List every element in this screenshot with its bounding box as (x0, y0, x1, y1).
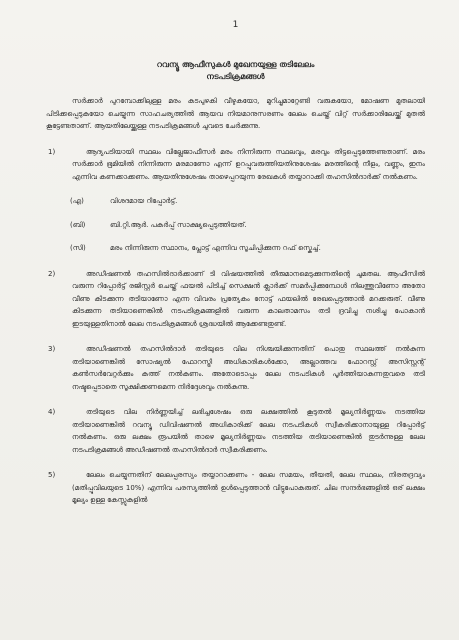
sub-item-b (70, 219, 425, 232)
sub-item-text: വിശദമായ റിപ്പോർട്ട്. (110, 197, 178, 205)
sub-item-label: (ബി) (70, 220, 86, 229)
section-2 (46, 268, 425, 331)
section-1 (46, 146, 425, 184)
page-number: 1 (232, 20, 239, 30)
section-number: 1) (48, 147, 56, 156)
sub-list (46, 195, 425, 255)
section-text: തടിയുടെ വില നിർണ്ണയിച്ച് ലഭിച്ചശേഷം ഒരു ലക്ഷത്തിൽ കൂടുതൽ മൂല്യനിർണ്ണയം നടത്തിയ തടിയാണെങ്കിൽ റവന്യൂ ഡിവിഷണൽ അധികാരിക്ക് ലേല നടപടികൾ സ്വീകരിക്കാനായുള്ള റിപ്പോർട്ട് നൽകണം. ഒരു ലക്ഷം രൂപയിൽ താഴെ മൂല്യനിർണ്ണയം നടത്തിയ തടിയാണെങ്കിൽ തുടർന്നുള്ള ലേല നടപടിക്രമങ്ങൾ അഡീഷണൽ തഹസിൽദാർ സ്വീകരിക്കണം. (72, 408, 425, 454)
intro-paragraph: സർക്കാർ പുറമ്പോക്കിലുള്ള മരം കടപുഴകി വീഴുകയോ, മുറിച്ചുമാറ്റേണ്ടി വരുകയോ, മോഷണ മുതലായി പിടിക്കപ്പെടുകയോ ചെയ്യുന്ന സാഹചര്യത്തിൽ ആയവ നിയമാനുസരണം ലേലം ചെയ്ത് വിറ്റ് സർക്കാരിലേയ്ക്ക് മുതൽ കൂട്ടേണ്ടതാണ്. ആയതിലേയ്ക്കുള്ള നടപടിക്രമങ്ങൾ ചുവടെ ചേർക്കുന്നു. (46, 97, 425, 130)
sub-item-label: (എ) (70, 197, 84, 205)
section-3 (46, 343, 425, 393)
sub-item-c (70, 242, 425, 255)
sub-item-text: മരം നിന്നിരുന്ന സ്ഥാനം, പ്ലോട്ട് എന്നിവ സൂചിപ്പിക്കുന്ന റഫ് സ്കെച്ച്. (110, 244, 321, 252)
sub-item-a (70, 195, 425, 208)
sub-item-text: ബി.റ്റി.ആർ. പകർപ്പ് സാക്ഷ്യപ്പെടുത്തിയത്. (110, 220, 247, 229)
section-text: ആദ്യപടിയായി സ്ഥലം വില്ലേജാഫീസർ മരം നിന്നിരുന്ന സ്ഥലവും, മരവും തിട്ടപ്പെടുത്തേണ്ടതാണ്. മരം സർക്കാർ ഭൂമിയിൽ നിന്നിരുന്ന മരമാണോ എന്ന് ഉറപ്പുവരുത്തിയതിനുശേഷം മരത്തിന്റെ നീളം, വണ്ണം, ഇനം എന്നിവ കണക്കാക്കണം. ആയതിനുശേഷം താഴെപ്പറയുന്ന രേഖകൾ തയ്യാറാക്കി തഹസിൽദാർക്ക് നൽകണം. (72, 147, 425, 181)
document-title: റവന്യൂ ആഫീസുകൾ മുഖേനയുള്ള തടിലേലം (156, 60, 315, 69)
section-text: അഡീഷണൽ തഹസിൽദാർ തടിയുടെ വില നിശ്ചയിക്കുന്നതിന് പൊതു സ്ഥലത്ത് നൽകുന്ന തടിയാണെങ്കിൽ സോഷ്യൽ ഫോറസ്ട്രി അധികാരികൾക്കോ, അല്ലാത്തവ ഫോറസ്റ്റ് അസിസ്റ്റന്റ് കൺസർവേറ്റർക്കും കത്ത് നൽകണം. അതോടൊപ്പം ലേല നടപടികൾ പൂർത്തിയാകുന്നതുവരെ തടി നഷ്ടപ്പെടാതെ സൂക്ഷിക്കണമെന്ന നിർദ്ദേശവും നൽകുന്നു. (72, 345, 425, 391)
section-4 (46, 406, 425, 456)
document-subtitle: നടപടിക്രമങ്ങൾ (206, 72, 265, 81)
sub-item-label: (സി) (70, 244, 86, 252)
section-number: 5) (48, 471, 56, 479)
section-5 (46, 469, 425, 507)
section-text: ലേലം ചെയ്യുന്നതിന് ലേലപ്പരസ്യം തയ്യാറാക്കണം - ലേല സമയം, തീയതി, ലേല സ്ഥലം, നിരതദ്രവ്യം (മതിപ്പുവിലയുടെ 10%) എന്നിവ പരസ്യത്തിൽ ഉൾപ്പെടുത്താൻ വിട്ടുപോകരുത്. ചില സന്ദർഭങ്ങളിൽ ഒര് ലക്ഷം മൂല്യം ഉള്ള കേസ്സുകളിൽ (72, 471, 425, 504)
section-text: അഡീഷണൽ തഹസിൽദാർക്കാണ് ടി വിഷയത്തിൽ തീരുമാനമെടുക്കുന്നതിന്റെ ചുമതല. ആഫീസിൽ വരുന്ന റിപ്പോർട്ട് രജിസ്റ്റർ ചെയ്ത് ഫയൽ പിടിച്ച് സെക്ഷൻ ക്ലാർക്ക് സമർപ്പിക്കുമ്പോൾ നിലത്തുവീണോ അതോ വീണു കിടക്കുന്ന തടിയാണോ എന്ന വിവരം പ്രത്യേകം നോട്ട് ഫയലിൽ രേഖപ്പെടുത്താൻ മറക്കരുത്. വീണു കിടക്കുന്ന തടിയാണെങ്കിൽ നടപടിക്രമങ്ങളിൽ വരുന്ന കാലതാമസം തടി ദ്രവിച്ചു നശിച്ചു പോകാൻ ഇടയുള്ളതിനാൽ ലേല നടപടിക്രമങ്ങൾ ശ്രദ്ധയിൽ ആക്കേണ്ടതുണ്ട്. (72, 269, 425, 328)
section-number: 3) (48, 345, 56, 353)
section-number: 4) (48, 408, 56, 416)
section-number: 2) (48, 269, 56, 278)
